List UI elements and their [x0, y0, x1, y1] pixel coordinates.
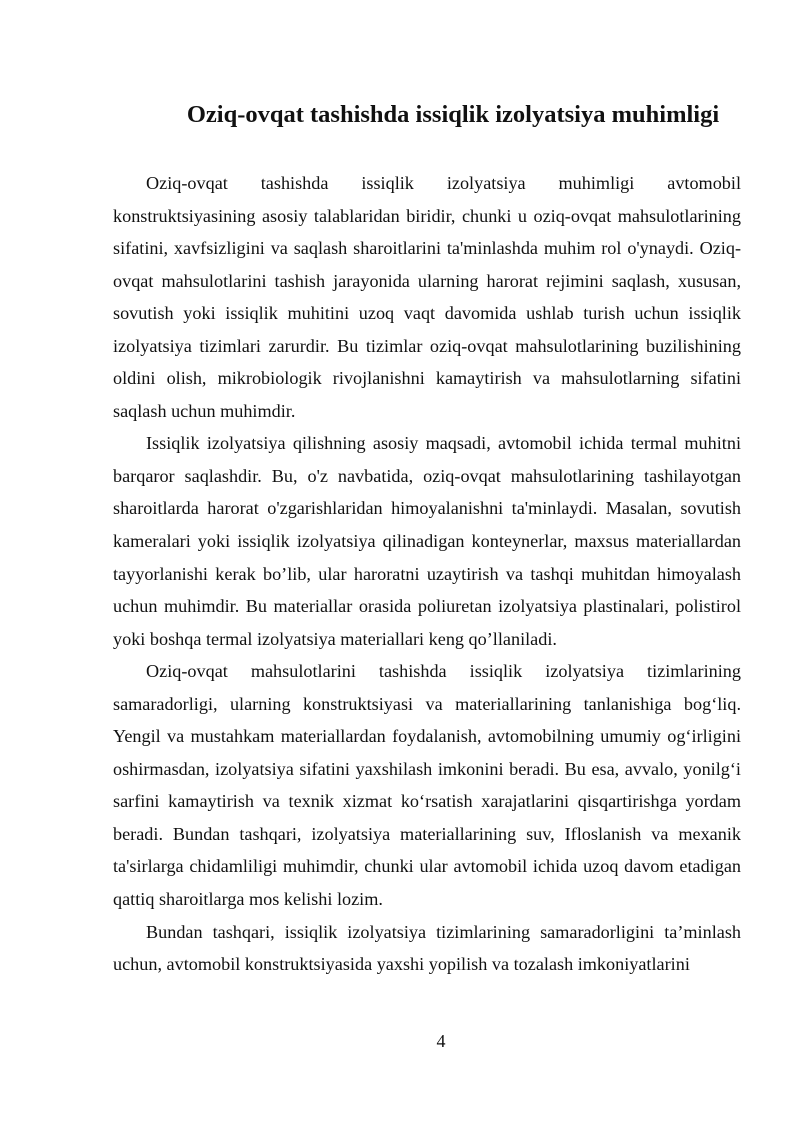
- paragraph-3: Oziq-ovqat mahsulotlarini tashishda issiqlik izolyatsiya tizimlarining samaradorligi, ularning konstruktsiyasi va materiallarining tanlanishiga bog‘liq. Yengil va mustahkam materiallardan foydalanish, avtomobilning umumiy og‘irligini oshirmasdan, izolyatsiya sifatini yaxshilash imkonini beradi. Bu esa, avvalo, yonilg‘i sarfini kamaytirish va texnik xizmat ko‘rsatish xarajatlarini qisqartirishga yordam beradi. Bundan tashqari, izolyatsiya materiallarining suv, Ifloslanish va mexanik ta'sirlarga chidamliligi muhimdir, chunki ular avtomobil ichida uzoq davom etadigan qattiq sharoitlarga mos kelishi lozim.: [113, 661, 741, 910]
- document-body: [113, 167, 741, 981]
- page-title: Oziq-ovqat tashishda issiqlik izolyatsiya muhimligi: [186, 101, 720, 128]
- page-number: 4: [436, 1031, 446, 1051]
- paragraph-2: Issiqlik izolyatsiya qilishning asosiy maqsadi, avtomobil ichida termal muhitni barqaror saqlashdir. Bu, o'z navbatida, oziq-ovqat mahsulotlarining tashilayotgan sharoitlarda harorat o'zgarishlaridan himoyalanishni ta'minlaydi. Masalan, sovutish kameralari yoki issiqlik izolyatsiya qilinadigan konteynerlar, maxsus materiallardan tayyorlanishi kerak bo’lib, ular haroratni uzaytirish va tashqi muhitdan himoyalash uchun muhimdir. Bu materiallar orasida poliuretan izolyatsiya plastinalari, polistirol yoki boshqa termal izolyatsiya materiallari keng qo’llaniladi.: [113, 433, 741, 649]
- paragraph-1: Oziq-ovqat tashishda issiqlik izolyatsiya muhimligi avtomobil konstruktsiyasining asosiy talablaridan biridir, chunki u oziq-ovqat mahsulotlarining sifatini, xavfsizligini va saqlash sharoitlarini ta'minlashda muhim rol o'ynaydi. Oziq-ovqat mahsulotlarini tashish jarayonida ularning harorat rejimini saqlash, xususan, sovutish yoki issiqlik muhitini uzoq vaqt davomida ushlab turish uchun issiqlik izolyatsiya tizimlari zarurdir. Bu tizimlar oziq-ovqat mahsulotlarining buzilishining oldini olish, mikrobiologik rivojlanishni kamaytirish va mahsulotlarning sifatini saqlash uchun muhimdir.: [113, 173, 741, 421]
- document-page: [113, 0, 741, 1131]
- paragraph-4: Bundan tashqari, issiqlik izolyatsiya tizimlarining samaradorligini ta’minlash uchun, avtomobil konstruktsiyasida yaxshi yopilish va tozalash imkoniyatlarini: [113, 921, 741, 975]
